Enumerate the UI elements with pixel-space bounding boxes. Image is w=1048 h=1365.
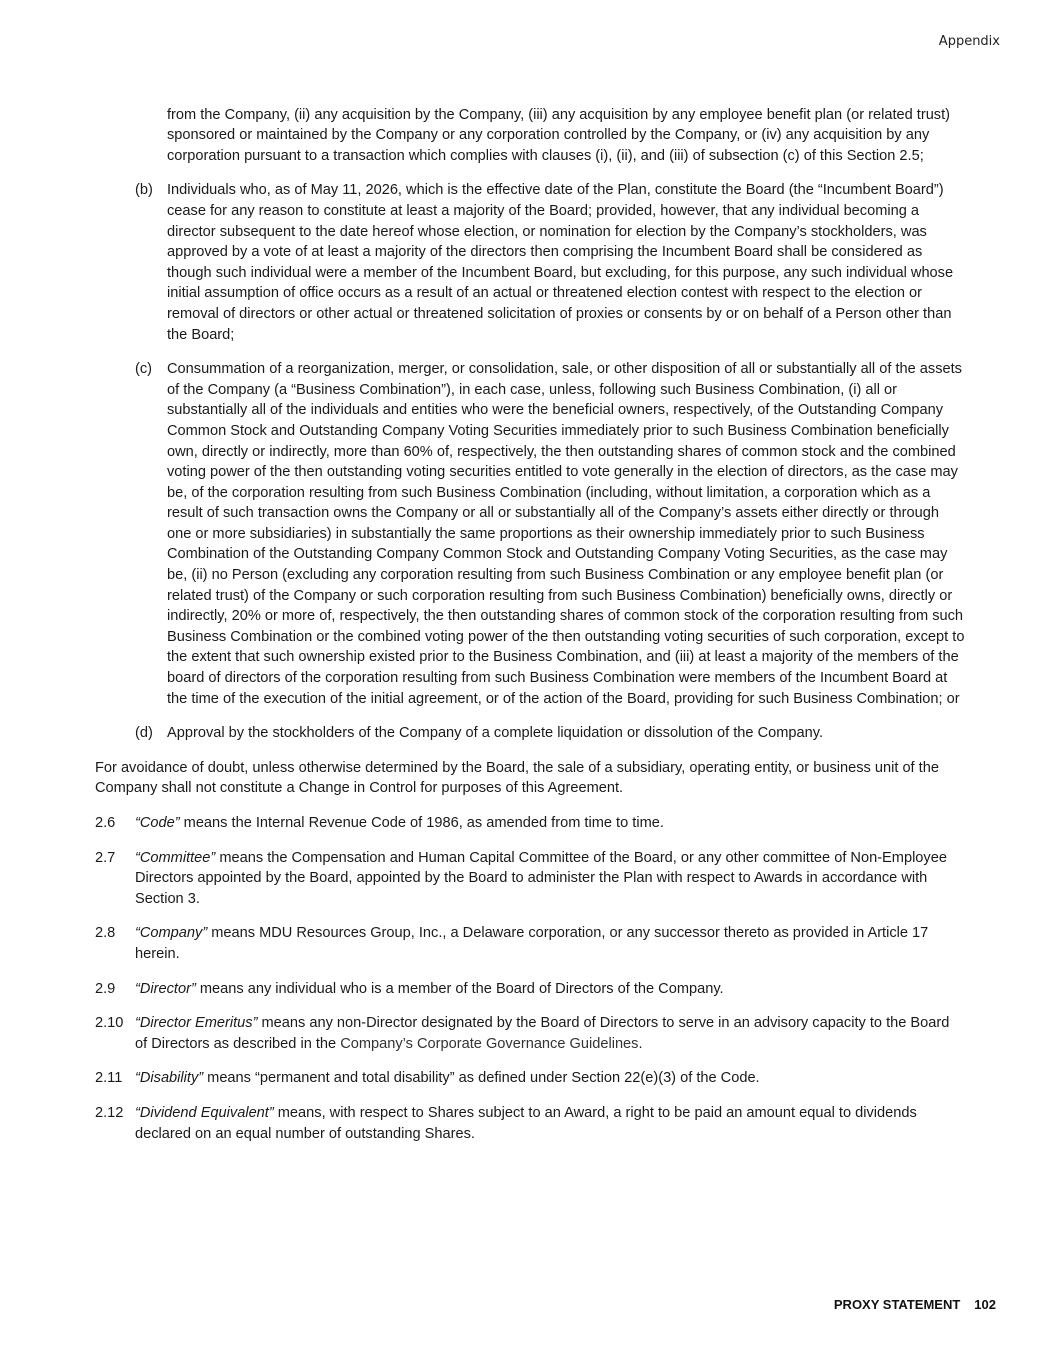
definition-term: “Committee”	[135, 849, 216, 866]
subsection-text: Individuals who, as of May 11, 2026, which is the effective date of the Plan, constitute the Board (the “Incumbent Board”) cease for any reason to constitute at least a majority of the Board; provided, however, that any individual becoming a director subsequent to the date hereof whose election, or nomination for election by the Company’s stockholders, was approved by a vote of at least a majority of the directors then comprising the Incumbent Board shall be considered as though such individual were a member of the Incumbent Board, but excluding, for this purpose, any such individual whose initial assumption of office occurs as a result of an actual or threatened election contest with respect to the election or removal of directors or other actual or threatened solicitation of proxies or consents by or on behalf of a Person other than the Board;	[167, 182, 954, 343]
definition-2-10	[95, 1013, 965, 1054]
subsection-label: (c)	[135, 361, 153, 378]
definition-2-8	[95, 923, 965, 964]
definition-term: “Director Emeritus”	[135, 1015, 258, 1032]
definition-text: means the Compensation and Human Capital Committee of the Board, or any other committee of Non-Employee Directors appointed by the Board, appointed by the Board to administer the Plan with respect to Awards in accordance with Section 3.	[135, 849, 947, 907]
definition-term: “Disability”	[135, 1070, 204, 1087]
definition-2-6	[95, 813, 965, 834]
definition-text-end: .	[638, 1035, 643, 1052]
subsection-label: (b)	[135, 182, 153, 199]
definition-2-7	[95, 848, 965, 910]
subsection-c	[135, 359, 965, 709]
definition-text: means, with respect to Shares subject to an Award, a right to be paid an amount equal to dividends declared on an equal number of outstanding Shares.	[135, 1104, 917, 1142]
document-body	[95, 90, 965, 1158]
definition-term: “Director”	[135, 980, 196, 997]
footer-title: PROXY STATEMENT	[833, 1297, 961, 1312]
definition-term: “Company”	[135, 925, 208, 942]
definition-term: “Dividend Equivalent”	[135, 1104, 274, 1121]
definition-2-12	[95, 1103, 965, 1144]
definition-text: means MDU Resources Group, Inc., a Delaware corporation, or any successor thereto as provided in Article 17 herein.	[135, 925, 929, 962]
page-number: 102	[974, 1297, 996, 1312]
governance-guidelines-link[interactable]: Company’s Corporate Governance Guidelines	[340, 1035, 639, 1052]
avoidance-paragraph: For avoidance of doubt, unless otherwise determined by the Board, the sale of a subsidiary, operating entity, or business unit of the Company shall not constitute a Change in Control for purposes of this Agreement.	[95, 759, 939, 797]
definition-text: means any non-Director designated by the Board of Directors to serve in an advisory capacity to the Board of Directors as described in the	[135, 1015, 950, 1052]
page-footer	[834, 1297, 996, 1312]
definition-number: 2.12	[95, 1104, 124, 1121]
running-header: Appendix	[938, 34, 1000, 49]
definition-number: 2.10	[95, 1015, 124, 1032]
subsection-text: Consummation of a reorganization, merger, or consolidation, sale, or other disposition of all or substantially all of the assets of the Company (a “Business Combination”), in each case, unless, following such Business Combination, (i) all or substantially all of the individuals and entities who were the beneficial owners, respectively, of the Outstanding Company Common Stock and Outstanding Company Voting Securities immediately prior to such Business Combination beneficially own, directly or indirectly, more than 60% of, respectively, the then outstanding shares of common stock and the combined voting power of the then outstanding voting securities entitled to vote generally in the election of directors, as the case may be, of the corporation resulting from such Business Combination (including, without limitation, a corporation which as a result of such transaction owns the Company or all or substantially all of the Company’s assets either directly or through one or more subsidiaries) in substantially the same proportions as their ownership immediately prior to such Business Combination of the Outstanding Company Common Stock and Outstanding Company Voting Securities, as the case may be, (ii) no Person (excluding any corporation resulting from such Business Combination or any employee benefit plan (or related trust) of the Company or such corporation resulting from such Business Combination) beneficially owns, directly or indirectly, 20% or more of, respectively, the then outstanding shares of common stock of the corporation resulting from such Business Combination or the combined voting power of the then outstanding voting securities of such corporation, except to the extent that such ownership existed prior to the Business Combination, and (iii) at least a majority of the members of the board of directors of the corporation resulting from such Business Combination were members of the Incumbent Board at the time of the execution of the initial agreement, or of the action of the Board, providing for such Business Combination; or	[167, 361, 965, 707]
definition-number: 2.8	[95, 925, 116, 942]
definition-text: means the Internal Revenue Code of 1986, as amended from time to time.	[179, 815, 664, 831]
definition-text: means “permanent and total disability” as defined under Section 22(e)(3) of the Code.	[203, 1070, 760, 1087]
continuation-paragraph: from the Company, (ii) any acquisition by the Company, (iii) any acquisition by any employee benefit plan (or related trust) sponsored or maintained by the Company or any corporation controlled by the Company, or (iv) any acquisition by any corporation pursuant to a transaction which complies with clauses (i), (ii), and (iii) of subsection (c) of this Section 2.5;	[167, 106, 951, 164]
definition-number: 2.9	[95, 980, 116, 997]
definition-term: “Code”	[135, 815, 180, 831]
definition-text: means any individual who is a member of the Board of Directors of the Company.	[195, 980, 724, 997]
subsection-text: Approval by the stockholders of the Company of a complete liquidation or dissolution of the Company.	[167, 725, 824, 742]
subsection-label: (d)	[135, 725, 153, 742]
definition-number: 2.11	[95, 1070, 123, 1087]
definition-2-9	[95, 979, 965, 1000]
subsection-b	[135, 180, 965, 345]
subsection-d	[135, 723, 965, 744]
definition-2-11	[95, 1068, 965, 1089]
definition-number: 2.6	[95, 815, 116, 831]
definition-number: 2.7	[95, 849, 116, 866]
